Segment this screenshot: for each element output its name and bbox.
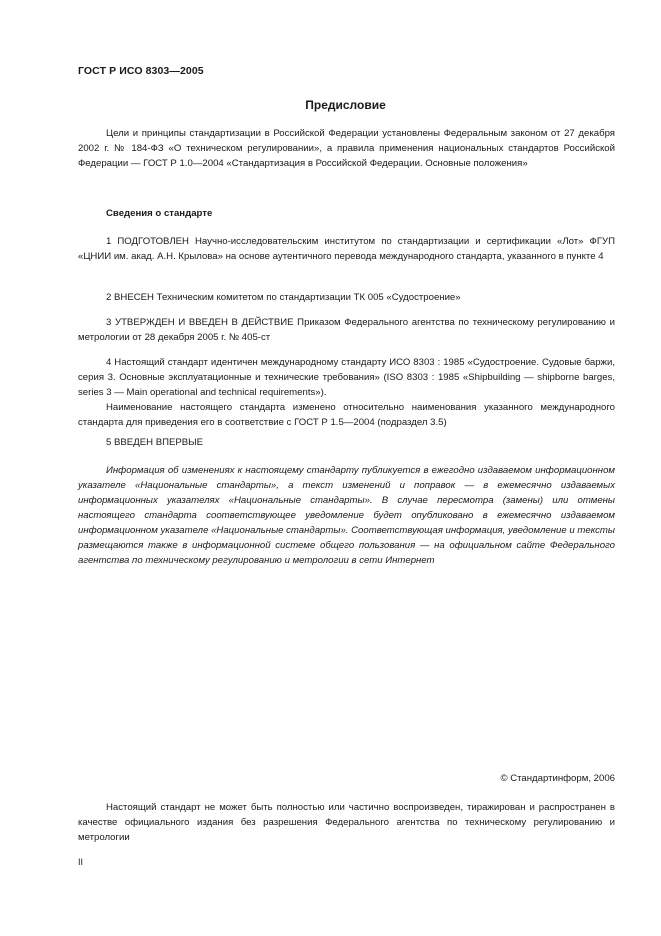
item-2: 2 ВНЕСЕН Техническим комитетом по стандартизации ТК 005 «Судостроение» bbox=[106, 292, 461, 303]
info-heading: Сведения о стандарте bbox=[106, 208, 213, 219]
intro-paragraph: Цели и принципы стандартизации в Российской Федерации установлены Федеральным законом от 27 декабря 2002 г. № 184-ФЗ «О техническом регулировании», а правила применения национальных стандартов Российской Федерации — ГОСТ Р 1.0—2004 «Стандартизация в Российской Федерации. Основные положения» bbox=[78, 128, 615, 169]
item-1: 1 ПОДГОТОВЛЕН Научно-исследовательским институтом по стандартизации и сертификации «Лот» ФГУП «ЦНИИ им. акад. А.Н. Крылова» на основе аутентичного перевода международного стандарта, указанного в пункте 4 bbox=[78, 236, 615, 262]
item-1-block bbox=[78, 234, 615, 264]
intro-section bbox=[78, 126, 615, 171]
item-5-block bbox=[78, 435, 615, 450]
item-2-block bbox=[78, 290, 615, 305]
item-4-note: Наименование настоящего стандарта изменено относительно наименования указанного международного стандарта для приведения его в соответствие с ГОСТ Р 1.5—2004 (подраздел 3.5) bbox=[78, 402, 615, 428]
notice-paragraph: Информация об изменениях к настоящему стандарту публикуется в ежегодно издаваемом информационном указателе «Национальные стандарты», а текст изменений и поправок — в ежемесячно издаваемых информационных указателях «Национальные стандарты». В случае пересмотра (замены) или отмены настоящего стандарта соответствующее уведомление будет опубликовано в ежемесячно издаваемом информационном указателе «Национальные стандарты». Соответствующая информация, уведомление и тексты размещаются также в информационной системе общего пользования — на официальном сайте Федерального агентства по техническому регулированию и метрологии в сети Интернет bbox=[78, 465, 615, 566]
page-number: II bbox=[78, 857, 84, 867]
reproduction-paragraph: Настоящий стандарт не может быть полностью или частично воспроизведен, тиражирован и распространен в качестве официального издания без разрешения Федерального агентства по техническому регулированию и метрологии bbox=[78, 802, 615, 843]
item-3: 3 УТВЕРЖДЕН И ВВЕДЕН В ДЕЙСТВИЕ Приказом Федерального агентства по техническому регулированию и метрологии от 28 декабря 2005 г. № 405-ст bbox=[78, 317, 615, 343]
copyright-notice: © Стандартинформ, 2006 bbox=[500, 773, 615, 784]
notice-block bbox=[78, 463, 615, 568]
item-5: 5 ВВЕДЕН ВПЕРВЫЕ bbox=[106, 437, 204, 448]
item-3-block bbox=[78, 315, 615, 345]
item-4: 4 Настоящий стандарт идентичен международному стандарту ИСО 8303 : 1985 «Судостроение. Судовые баржи, серия 3. Основные эксплуатационные и технические требования» (ISO 8303 : 1985 «Shipbuilding — shipborne barges, series 3 — Main operational and technical requirements»). bbox=[78, 357, 615, 398]
page-title: Предисловие bbox=[305, 98, 386, 112]
reproduction-block bbox=[78, 800, 615, 845]
document-header: ГОСТ Р ИСО 8303—2005 bbox=[78, 65, 204, 77]
item-4-block bbox=[78, 355, 615, 430]
